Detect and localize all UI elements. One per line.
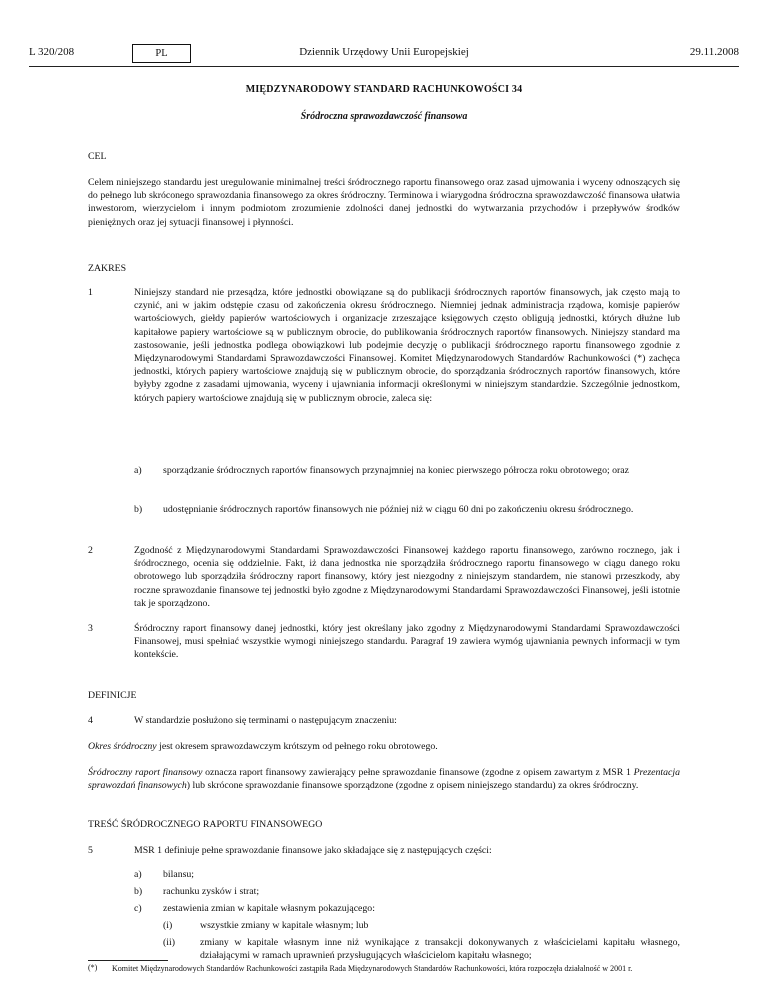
section-heading-zakres: ZAKRES xyxy=(88,263,127,274)
journal-reference: L 320/208 xyxy=(29,46,75,58)
list-item-b: udostępnianie śródrocznych raportów finansowych nie później niż w ciągu 60 dni po zakończeniu okresu śródrocznego. xyxy=(163,504,634,515)
paragraph-cel: Celem niniejszego standardu jest uregulowanie minimalnej treści śródrocznego raportu finansowego oraz zasad ujmowania i wyceny odnoszących się do pełnego lub skróconego sprawozdania finansowego za okres śródroczny. Terminowa i wiarygodna śródroczna sprawozdawczość finansowa ułatwia inwestorom, wierzycielom i innym podmiotom zrozumienie zdolności danej jednostki do wytwarzania przychodów i przepływów środków pieniężnych oraz jej sytuacji finansowej i płynności. xyxy=(88,177,680,228)
list-label: a) xyxy=(134,869,142,880)
publication-date: 29.11.2008 xyxy=(689,46,739,58)
paragraph-number: 1 xyxy=(88,287,93,298)
paragraph-1: Niniejszy standard nie przesądza, które jednostki obowiązane są do publikacji śródrocznych raportów finansowych, jak często mają to czynić, ani w jakim odstępie czasu od zakończenia okresu śródrocznego. Niemniej jednak administracja rządowa, komisje papierów wartościowych, giełdy papierów wartościowych i organizacje zrzeszające księgowych często obligują jednostki, których dłużne lub kapitałowe papiery wartościowe są w publicznym obrocie, do publikowania śródrocznych raportów finansowych. Niniejszy standard ma zastosowanie, jeśli jednostka podlega obowiązkowi lub podejmie decyzję o publikacji śródrocznego raportu finansowego zgodnie z Międzynarodowymi Standardami Sprawozdawczości Finansowej. Komitet Międzynarodowych Standardów Rachunkowości (*) zachęca jednostki, których papiery wartościowe znajdują się w publicznym obrocie, do sporządzania śródrocznych raportów finansowych, które byłyby zgodne z zasadami ujmowania, wyceny i ujawniania informacji określonymi w niniejszym standardzie. Szczególnie jednostkom, których papiery wartościowe znajdują się w publicznym obrocie, zaleca się: xyxy=(134,287,680,404)
list-item-c-i: wszystkie zmiany w kapitale własnym; lub xyxy=(200,920,369,931)
page-header xyxy=(29,44,739,64)
definition-interim-period: Okres śródroczny jest okresem sprawozdawczym krótszym od pełnego roku obrotowego. xyxy=(88,741,438,752)
paragraph-5: MSR 1 definiuje pełne sprawozdanie finansowe jako składające się z następujących części: xyxy=(134,845,492,856)
paragraph-2: Zgodność z Międzynarodowymi Standardami Sprawozdawczości Finansowej każdego raportu finansowego, zarówno rocznego, jak i śródrocznego, ocenia się oddzielnie. Fakt, iż dana jednostka nie sporządziła śródrocznego raportu finansowego w ciągu danego roku obrotowego lub sporządziła śródroczny raport finansowy, który jest niezgodny z niniejszym standardem, nie stanowi przeszkody, aby roczne sprawozdanie finansowe tej jednostki było zgodne z Międzynarodowymi Standardami Sprawozdawczości Finansowej, jeśli istotnie tak je sporządzono. xyxy=(134,545,680,609)
paragraph-4: W standardzie posłużono się terminami o następującym znaczeniu: xyxy=(134,715,397,726)
paragraph-3: Śródroczny raport finansowy danej jednostki, który jest określany jako zgodny z Międzynarodowymi Standardami Sprawozdawczości Finansowej, musi spełniać wszystkie wymogi niniejszego standardu. Paragraf 19 zawiera wymóg ujawniania pewnych informacji w tym kontekście. xyxy=(134,623,680,661)
document-title: MIĘDZYNARODOWY STANDARD RACHUNKOWOŚCI 34 xyxy=(245,84,523,95)
document-subtitle: Śródroczna sprawozdawczość finansowa xyxy=(300,111,468,122)
paragraph-number: 4 xyxy=(88,715,93,726)
list-label: c) xyxy=(134,903,142,914)
paragraph-number: 5 xyxy=(88,845,93,856)
list-item-c-ii: zmiany w kapitale własnym inne niż wynikające z transakcji dokonywanych z właścicielami kapitału własnego, działającymi w ramach uprawnień przysługujących właścicielom kapitału własnego; xyxy=(200,937,680,962)
list-label: a) xyxy=(134,465,142,476)
standard-reference: Prezentacja sprawozdań finansowych xyxy=(88,767,681,792)
list-item-a: bilansu; xyxy=(163,869,195,880)
footnote-divider xyxy=(88,960,168,961)
footnote-text: Komitet Międzynarodowych Standardów Rachunkowości zastąpiła Rada Międzynarodowych Standardów Rachunkowości, która rozpoczęła działalność w 2001 r. xyxy=(112,964,633,973)
section-heading-cel: CEL xyxy=(88,151,107,162)
language-badge: PL xyxy=(132,44,191,63)
section-heading-tresc: TREŚĆ ŚRÓDROCZNEGO RAPORTU FINANSOWEGO xyxy=(88,819,323,830)
list-label: (ii) xyxy=(163,937,175,948)
section-heading-definicje: DEFINICJE xyxy=(88,690,137,701)
footnote-mark: (*) xyxy=(88,963,98,972)
list-item-c: zestawienia zmian w kapitale własnym pokazującego: xyxy=(163,903,375,914)
list-label: (i) xyxy=(163,920,173,931)
list-label: b) xyxy=(134,504,143,515)
header-divider xyxy=(29,66,739,67)
list-item-b: rachunku zysków i strat; xyxy=(163,886,260,897)
paragraph-number: 2 xyxy=(88,545,93,556)
list-label: b) xyxy=(134,886,143,897)
definition-interim-report: Śródroczny raport finansowy oznacza raport finansowy zawierający pełne sprawozdanie finansowe (zgodne z opisem zawartym z MSR 1 Prezentacja sprawozdań finansowych) lub skrócone sprawozdanie finansowe sporządzone (zgodne z opisem niniejszego standardu) za okres śródroczny. xyxy=(88,767,681,792)
journal-title: Dziennik Urzędowy Unii Europejskiej xyxy=(299,46,469,58)
defined-term: Okres śródroczny xyxy=(88,741,157,752)
paragraph-number: 3 xyxy=(88,623,93,634)
defined-term: Śródroczny raport finansowy xyxy=(88,767,203,778)
list-item-a: sporządzanie śródrocznych raportów finansowych przynajmniej na koniec pierwszego półrocza roku obrotowego; oraz xyxy=(163,465,629,476)
